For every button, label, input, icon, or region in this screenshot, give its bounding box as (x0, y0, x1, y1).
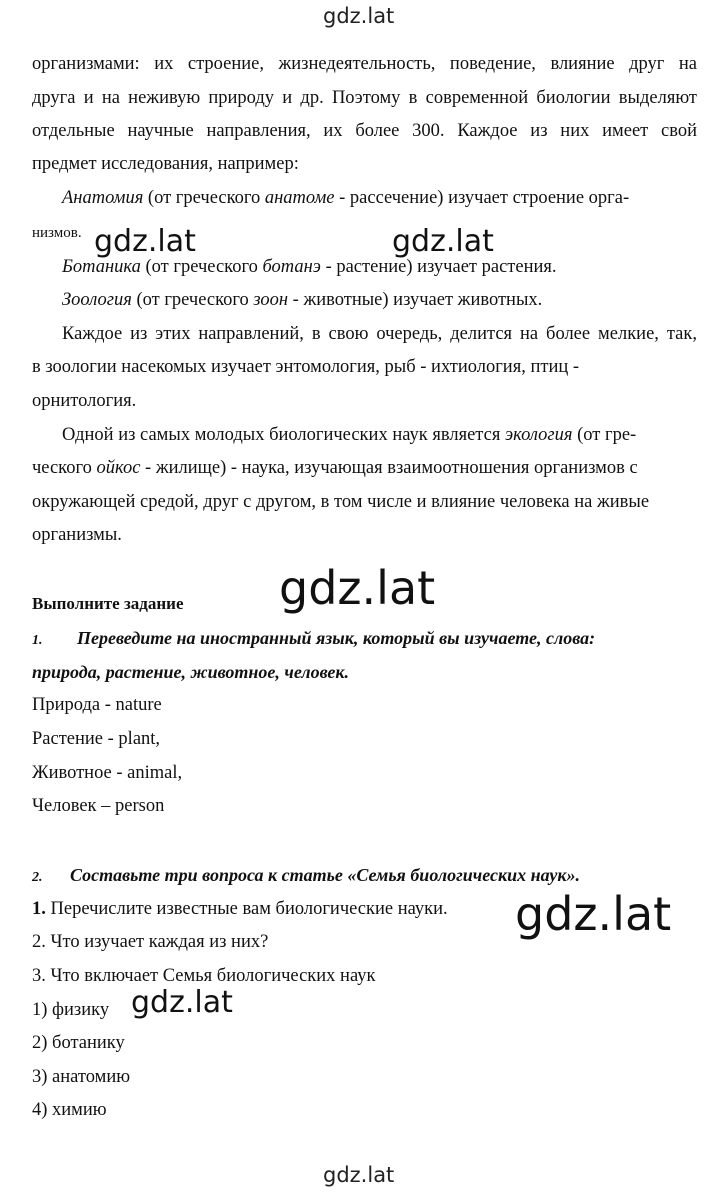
task-heading: Выполните задание (32, 594, 184, 613)
term: экология (504, 425, 573, 445)
paragraph-line: отдельные научные направления, их более 300. Каждое из них имеет свой (32, 121, 697, 141)
paragraph-line (32, 457, 638, 479)
definition-anatomy (62, 187, 629, 209)
answer-text: Перечислите известные вам биологические науки. (45, 899, 448, 919)
watermark: gdz.lat (515, 887, 672, 941)
text: - растение) изучает растения. (320, 257, 557, 277)
term: Анатомия (62, 188, 144, 208)
option-line: 2) ботанику (32, 1033, 125, 1053)
text: (от греческого (140, 257, 263, 277)
text: (от греческого (131, 290, 254, 310)
text: - животные) изучает животных. (288, 290, 543, 310)
definition-anatomy-cont: низмов. (32, 225, 82, 241)
watermark-top: gdz.lat (323, 4, 395, 28)
question-1 (32, 627, 595, 652)
answer-line: 2. Что изучает каждая из них? (32, 932, 269, 952)
question-text: Составьте три вопроса к статье «Семья биологических наук». (70, 865, 580, 885)
text: Одной из самых молодых биологических наук является (62, 425, 505, 445)
paragraph-line: Каждое из этих направлений, в свою очередь, делится на более мелкие, так, (62, 324, 697, 344)
paragraph-line: предмет исследования, например: (32, 154, 299, 174)
greek-word: анатоме (264, 188, 335, 208)
paragraph-line: организмами: их строение, жизнедеятельность, поведение, влияние друг на (32, 54, 697, 74)
answer-line: Природа - nature (32, 695, 162, 715)
paragraph-line: окружающей средой, друг с другом, в том числе и влияние человека на живые (32, 492, 650, 512)
question-2 (32, 864, 580, 889)
option-line: 1) физику (32, 1000, 110, 1020)
answer-line: Животное - animal, (32, 763, 183, 783)
paragraph-line: орнитология. (32, 391, 137, 411)
watermark: gdz.lat (392, 224, 494, 259)
text: - рассечение) изучает строение орга- (334, 188, 630, 208)
question-number: 2. (32, 870, 43, 885)
watermark: gdz.lat (279, 561, 436, 615)
term: Ботаника (62, 257, 141, 277)
question-1-cont: природа, растение, животное, человек. (32, 662, 350, 682)
option-line: 3) анатомию (32, 1067, 131, 1087)
greek-word: зоон (253, 290, 289, 310)
term: Зоология (62, 290, 132, 310)
answer-line: Растение - plant, (32, 729, 161, 749)
paragraph-line: друга и на неживую природу и др. Поэтому в современной биологии выделяют (32, 88, 697, 108)
paragraph-line: в зоологии насекомых изучает энтомология, рыб - ихтиология, птиц - (32, 357, 580, 377)
definition-botany (62, 256, 557, 278)
definition-zoology (62, 289, 542, 311)
watermark-bottom: gdz.lat (323, 1163, 395, 1187)
watermark: gdz.lat (94, 224, 196, 259)
answer-line: Человек – person (32, 796, 165, 816)
answer-line: 3. Что включает Семья биологических наук (32, 966, 376, 986)
answer-number: 1. (32, 899, 46, 919)
watermark: gdz.lat (131, 985, 233, 1020)
question-number: 1. (32, 633, 43, 648)
text: ческого (32, 458, 97, 478)
option-line: 4) химию (32, 1100, 107, 1120)
greek-word: ойкос (96, 458, 141, 478)
paragraph-line (62, 424, 636, 446)
text: - жилище) - наука, изучающая взаимоотношения организмов с (140, 458, 638, 478)
question-text: Переведите на иностранный язык, который вы изучаете, слова: (77, 628, 596, 648)
answer-line (32, 898, 448, 920)
text: (от гре- (572, 425, 637, 445)
greek-word: ботанэ (262, 257, 321, 277)
paragraph-line: организмы. (32, 525, 122, 545)
text: (от греческого (143, 188, 265, 208)
